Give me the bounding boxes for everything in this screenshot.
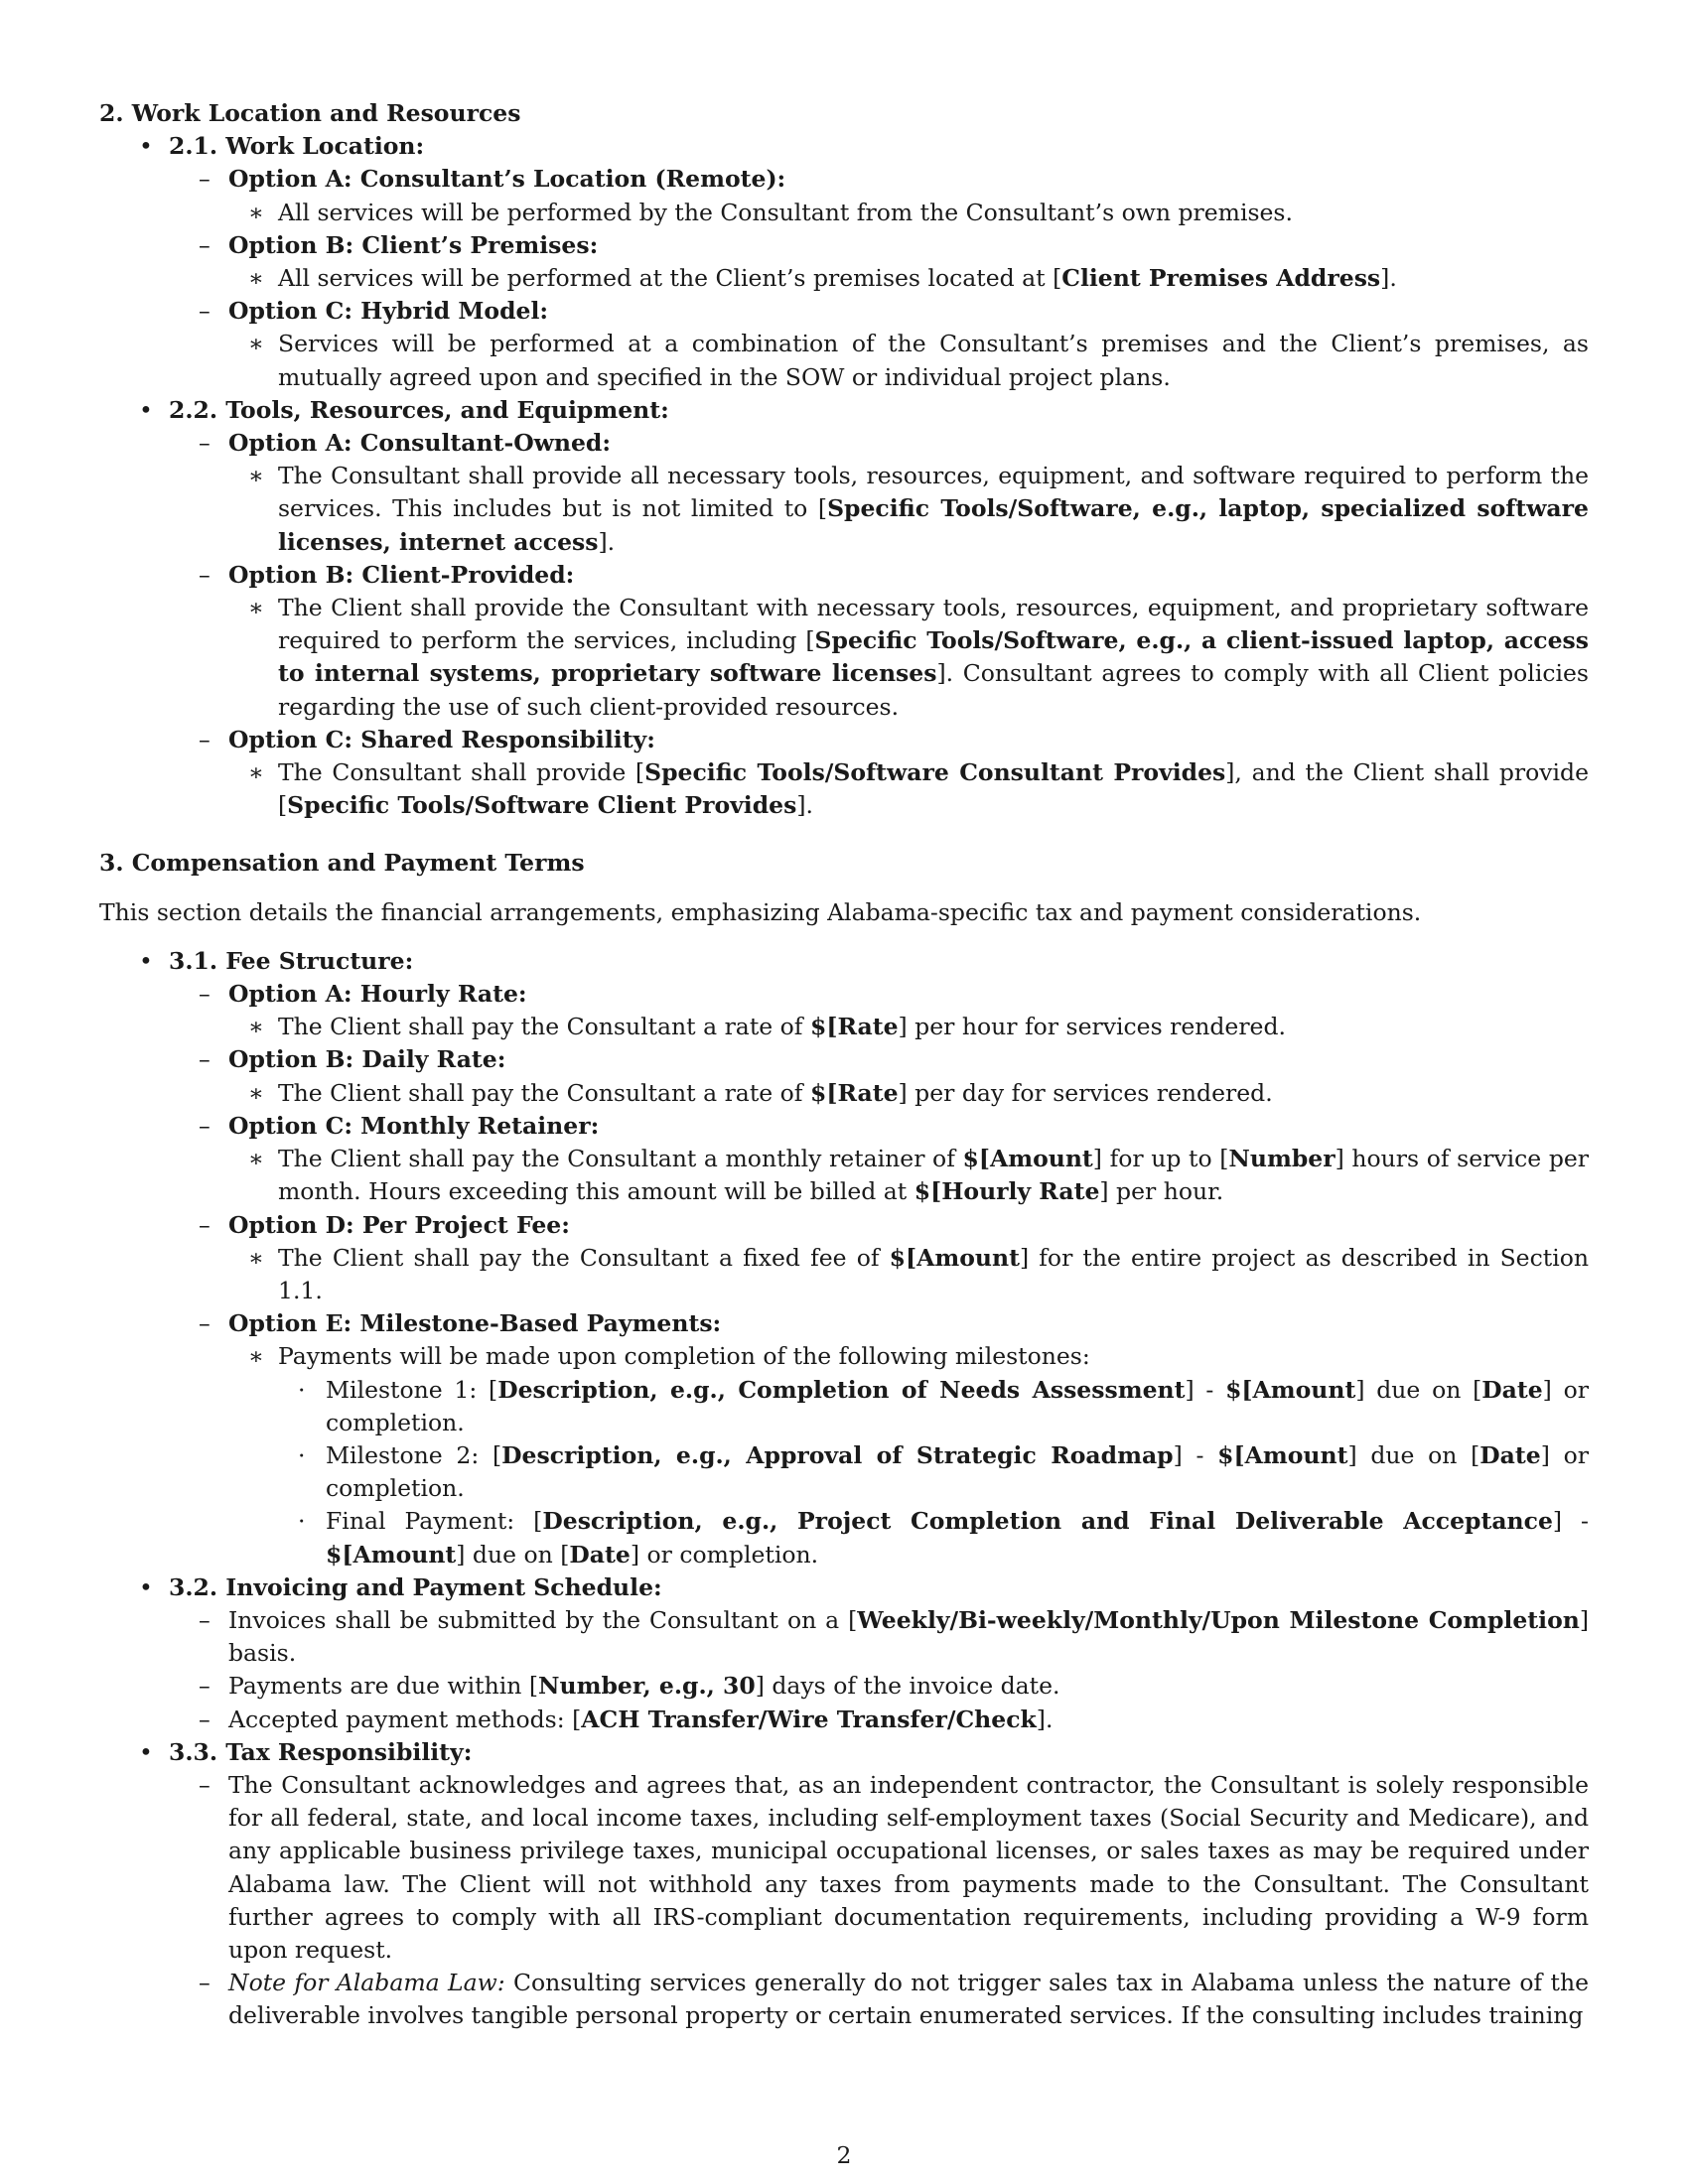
option-text: ∗ All services will be performed at the Client’s premises located at [Client Premises Address].: [99, 262, 1589, 295]
dash-marker: –: [199, 1045, 211, 1074]
placeholder-field: Description, e.g., Project Completion and Final Deliverable Acceptance: [542, 1507, 1553, 1536]
star-marker: ∗: [248, 198, 264, 226]
option-text: ∗ The Consultant shall provide all necessary tools, resources, equipment, and software required to perform the services. This includes but is not limited to [Specific Tools/Software, e.g., laptop, specialized software licenses, internet access].: [248, 462, 1589, 556]
placeholder-field: Specific Tools/Software, e.g., laptop, specialized software licenses, internet access: [278, 494, 1589, 556]
invoice-item: – Invoices shall be submitted by the Consultant on a [Weekly/Bi-weekly/Monthly/Upon Milestone Completion] basis.: [199, 1605, 1589, 1668]
clause-3-1: [99, 945, 1589, 978]
star-marker: ∗: [248, 1013, 264, 1041]
invoice-item: – Payments are due within [Number, e.g., 30] days of the invoice date.: [99, 1670, 1589, 1703]
option-text: ∗ The Client shall pay the Consultant a rate of $[Rate] per day for services rendered.: [99, 1077, 1589, 1110]
clause-3-2-label: 3.2. Invoicing and Payment Schedule:: [169, 1572, 662, 1601]
section-3-list: [99, 945, 1589, 2033]
option-item: [99, 1209, 1589, 1242]
bullet-marker: •: [139, 395, 153, 424]
placeholder-field: $[Amount: [1217, 1440, 1348, 1469]
option-title: Option B: Daily Rate:: [228, 1045, 506, 1074]
star-marker: ∗: [248, 1243, 264, 1272]
clause-3-3-label: 3.3. Tax Responsibility:: [169, 1737, 473, 1766]
dash-marker: –: [199, 1210, 211, 1239]
option-title: Option C: Hybrid Model:: [228, 297, 549, 326]
dash-marker: –: [199, 230, 211, 259]
dash-marker: –: [199, 725, 211, 753]
milestone-item: · Final Payment: [Description, e.g., Project Completion and Final Deliverable Acceptance] - $[Amount] due on [Date] or completion.: [298, 1507, 1589, 1569]
star-marker: ∗: [248, 330, 264, 358]
bullet-marker: •: [139, 1572, 153, 1601]
option-title: Option A: Consultant’s Location (Remote):: [228, 165, 786, 194]
placeholder-field: $[Rate: [809, 1078, 899, 1107]
star-marker: ∗: [248, 1145, 264, 1173]
bullet-marker: •: [139, 1737, 153, 1766]
dash-marker: –: [199, 1705, 211, 1733]
section-2-list: [99, 130, 1589, 822]
option-title: Option A: Consultant-Owned:: [228, 429, 612, 458]
placeholder-field: $[Rate: [809, 1013, 899, 1041]
option-item: [99, 295, 1589, 328]
note-label: Note for Alabama Law:: [228, 1969, 505, 1997]
milestone-item: · Milestone 2: [Description, e.g., Approval of Strategic Roadmap] - $[Amount] due on [Date] or completion.: [298, 1440, 1589, 1503]
star-marker: ∗: [248, 594, 264, 622]
option-text: ∗ The Consultant shall provide [Specific Tools/Software Consultant Provides], and the Client shall provide [Specific Tools/Software Client Provides].: [248, 758, 1589, 820]
option-text: ∗ The Client shall pay the Consultant a monthly retainer of $[Amount] for up to [Number] hours of service per month. Hours exceeding this amount will be billed at $[Hourly Rate] per hour.: [248, 1145, 1589, 1206]
clause-3-3: [99, 1736, 1589, 1769]
dash-marker: –: [199, 297, 211, 326]
dash-marker: –: [199, 1969, 211, 1997]
option-title: Option E: Milestone-Based Payments:: [228, 1309, 722, 1338]
option-item: [99, 1110, 1589, 1143]
placeholder-field: Number, e.g., 30: [538, 1672, 756, 1701]
option-text: ∗ The Client shall pay the Consultant a fixed fee of $[Amount] for the entire project as described in Section 1.1.: [248, 1243, 1589, 1304]
placeholder-field: Date: [1479, 1440, 1541, 1469]
option-item: [99, 163, 1589, 196]
dash-marker: –: [199, 1309, 211, 1338]
clause-3-1-label: 3.1. Fee Structure:: [169, 946, 414, 975]
document-page: [99, 97, 1589, 2033]
option-item: [99, 559, 1589, 592]
bullet-marker: •: [139, 946, 153, 975]
dash-marker: –: [199, 1770, 211, 1799]
star-marker: ∗: [248, 1078, 264, 1107]
invoice-item: – Accepted payment methods: [ACH Transfer/Wire Transfer/Check].: [99, 1704, 1589, 1736]
section-3-intro: This section details the financial arrangements, emphasizing Alabama-specific tax and payment considerations.: [99, 897, 1422, 926]
dash-marker: –: [199, 165, 211, 194]
placeholder-field: Description, e.g., Approval of Strategic Roadmap: [501, 1440, 1174, 1469]
placeholder-field: Number: [1228, 1145, 1336, 1173]
placeholder-field: Client Premises Address: [1061, 264, 1381, 293]
section-3-heading: 3. Compensation and Payment Terms: [99, 849, 585, 878]
option-text: ∗ All services will be performed by the Consultant from the Consultant’s own premises.: [99, 197, 1589, 229]
section-2-heading: 2. Work Location and Resources: [99, 99, 521, 127]
dash-marker: –: [199, 1605, 211, 1634]
option-title: Option C: Shared Responsibility:: [228, 725, 655, 753]
option-item: [99, 1043, 1589, 1076]
option-title: Option B: Client-Provided:: [228, 560, 575, 589]
dash-marker: –: [199, 980, 211, 1009]
option-item: [99, 427, 1589, 460]
placeholder-field: $[Hourly Rate: [914, 1177, 1100, 1206]
option-item: [99, 978, 1589, 1011]
placeholder-field: $[Amount: [962, 1145, 1093, 1173]
placeholder-field: $[Amount: [1225, 1375, 1356, 1404]
tax-paragraph: – The Consultant acknowledges and agrees that, as an independent contractor, the Consultant is solely responsible for all federal, state, and local income taxes, including self-employment taxes (Social Security and Medicare), and any applicable business privilege taxes, municipal occupational licenses, or sales taxes as may be required under Alabama law. The Client will not withhold any taxes from payments made to the Consultant. The Consultant further agrees to comply with all IRS-compliant documentation requirements, including providing a W-9 form upon request.: [199, 1770, 1589, 1964]
placeholder-field: Specific Tools/Software Consultant Provides: [644, 758, 1226, 787]
option-text: ∗ Payments will be made upon completion of the following milestones:: [99, 1340, 1589, 1373]
clause-2-1: [99, 130, 1589, 163]
option-title: Option D: Per Project Fee:: [228, 1210, 570, 1239]
dot-marker: ·: [298, 1375, 306, 1404]
clause-2-1-label: 2.1. Work Location:: [169, 132, 425, 161]
dash-marker: –: [199, 1111, 211, 1140]
page-number: 2: [836, 2141, 852, 2169]
clause-3-2: [99, 1571, 1589, 1604]
dash-marker: –: [199, 1672, 211, 1701]
placeholder-field: $[Amount: [326, 1540, 457, 1569]
placeholder-field: Date: [569, 1540, 631, 1569]
option-item: [99, 229, 1589, 262]
option-item: [99, 1307, 1589, 1340]
option-text: ∗ The Client shall provide the Consultant with necessary tools, resources, equipment, and proprietary software required to perform the services, including [Specific Tools/Software, e.g., a client-issued laptop, access to internal systems, proprietary software licenses]. Consultant agrees to comply with all Client policies regarding the use of such client-provided resources.: [248, 594, 1589, 721]
clause-2-2-label: 2.2. Tools, Resources, and Equipment:: [169, 395, 669, 424]
star-marker: ∗: [248, 758, 264, 787]
option-text: ∗ The Client shall pay the Consultant a rate of $[Rate] per hour for services rendered.: [99, 1011, 1589, 1043]
option-text: ∗ Services will be performed at a combination of the Consultant’s premises and the Client’s premises, as mutually agreed upon and specified in the SOW or individual project plans.: [248, 330, 1589, 391]
dot-marker: ·: [298, 1440, 306, 1469]
placeholder-field: $[Amount: [889, 1243, 1020, 1272]
dash-marker: –: [199, 429, 211, 458]
placeholder-field: ACH Transfer/Wire Transfer/Check: [581, 1705, 1037, 1733]
option-item: [99, 724, 1589, 756]
placeholder-field: Date: [1481, 1375, 1543, 1404]
placeholder-field: Specific Tools/Software, e.g., a client-issued laptop, access to internal systems, proprietary software licenses: [278, 626, 1589, 688]
dash-marker: –: [199, 560, 211, 589]
milestone-item: · Milestone 1: [Description, e.g., Completion of Needs Assessment] - $[Amount] due on [Date] or completion.: [298, 1375, 1589, 1436]
option-title: Option B: Client’s Premises:: [228, 230, 599, 259]
option-title: Option C: Monthly Retainer:: [228, 1111, 600, 1140]
placeholder-field: Weekly/Bi-weekly/Monthly/Upon Milestone Completion: [857, 1605, 1580, 1634]
option-title: Option A: Hourly Rate:: [228, 980, 527, 1009]
bullet-marker: •: [139, 132, 153, 161]
dot-marker: ·: [298, 1507, 306, 1536]
star-marker: ∗: [248, 1342, 264, 1371]
alabama-note: – Note for Alabama Law: Consulting services generally do not trigger sales tax in Alabama unless the nature of the deliverable involves tangible personal property or certain enumerated services. If the consulting includes training: [199, 1969, 1590, 2030]
clause-2-2: [99, 394, 1589, 427]
star-marker: ∗: [248, 462, 264, 490]
placeholder-field: Description, e.g., Completion of Needs Assessment: [497, 1375, 1186, 1404]
placeholder-field: Specific Tools/Software Client Provides: [287, 791, 797, 820]
star-marker: ∗: [248, 264, 264, 293]
